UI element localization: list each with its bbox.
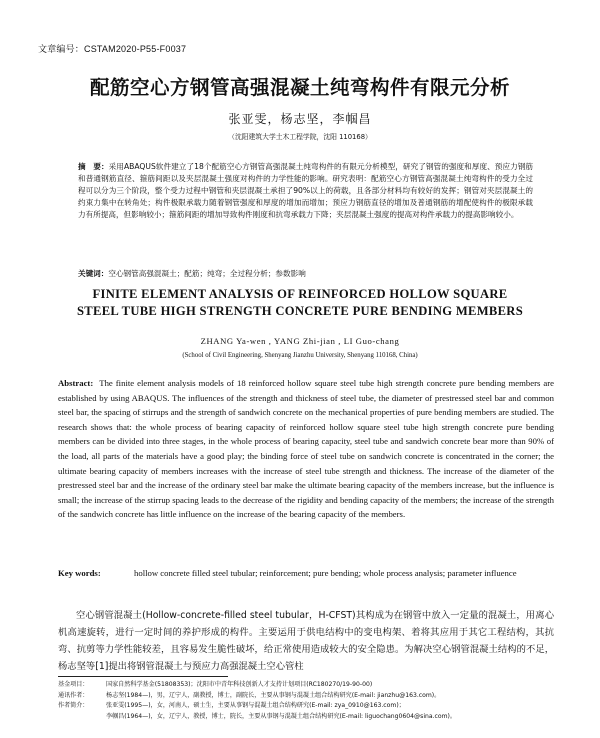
footnotes: [58, 680, 554, 722]
footnote-corresponding-author: [58, 691, 554, 702]
footnote-author-bio-2: [58, 712, 554, 723]
english-title-line-2: STEEL TUBE HIGH STRENGTH CONCRETE PURE BENDING MEMBERS: [77, 304, 523, 318]
chinese-affiliation: （沈阳建筑大学土木工程学院，沈阳 110168）: [228, 133, 372, 141]
chinese-abstract-label: 摘 要：: [78, 162, 109, 171]
english-keywords-label: Key words:: [58, 568, 101, 578]
footnote-label: 作者简介：: [58, 702, 89, 710]
chinese-keywords-label: 关键词：: [78, 269, 109, 278]
english-title: [0, 286, 600, 320]
footnote-label: 基金项目：: [58, 681, 89, 688]
english-keywords-text: hollow concrete filled steel tubular; reinforcement; pure bending; whole process analysis; parameter influence: [134, 568, 517, 578]
footnote-funding: [58, 680, 554, 691]
footnote-divider: [58, 676, 228, 677]
english-title-line-1: FINITE ELEMENT ANALYSIS OF REINFORCED HOLLOW SQUARE: [92, 287, 508, 301]
english-abstract-label: Abstract:: [58, 378, 94, 388]
footnote-text: 杨志坚(1984—)，男，辽宁人，副教授，博士，副院长，主要从事钢与混凝土组合结构研究(E-mail: jianzhu@163.com)。: [106, 691, 441, 699]
footnote-author-bio: [58, 701, 554, 712]
english-keywords: [58, 566, 554, 581]
footnote-text: 国家自然科学基金(51808353)；沈阳市中青年科技创新人才支持计划项目(RC180270/19-90-00): [106, 681, 373, 688]
footnote-label: 通讯作者：: [58, 691, 89, 699]
english-authors: ZHANG Ya-wen , YANG Zhi-jian , LI Guo-chang: [200, 336, 400, 346]
english-abstract: [58, 376, 554, 522]
english-abstract-text: The finite element analysis models of 18 reinforced hollow square steel tube high strength concrete pure bending members are established by using ABAQUS. The influences of the strength and thickness of steel tube, the diameter of prestressed steel bar and common steel bar, the spacing of stirrups and the strength of sandwich concrete on the mechanical properties of pure bending members are studied. The research shows that: the whole process of bearing capacity of reinforced hollow square steel tube high strength concrete pure bending members can be divided into three stages, in the whole process of bearing capacity, steel tube and sandwich concrete bear more than 90% of the load, all parts of the materials have a good play; the binding force of steel tube on sandwich concrete is concentrated in the corner; the ultimate bearing capacity of members increases with the increase of steel tube strength and thickness. The increase of the diameter of the prestressed steel bar and the increase of the ordinary steel bar make the ultimate bearing capacity of the members increase, but the influence is small; the increase of the stirrup spacing leads to the decrease of the rigidity and bending capacity of the members; the increase of the strength of the sandwich concrete has little influence on the increase of the bearing capacity of the members.: [58, 378, 554, 520]
chinese-abstract: [78, 161, 533, 221]
footnote-text: 李帼昌(1964—)，女，辽宁人，教授，博士，院长，主要从事钢与混凝土组合结构研究(E-mail: liguochang0604@sina.com)。: [106, 712, 457, 720]
chinese-abstract-text: 采用ABAQUS软件建立了18个配筋空心方钢管高强混凝土纯弯构件的有限元分析模型，研究了钢管的强度和厚度、预应力钢筋和普通钢筋直径、箍筋间距以及夹层混凝土强度对构件的力学性能的影响。研究表明：配筋空心方钢管高强混凝土纯弯构件的受力全过程可以分为三个阶段，整个受力过程中钢管和夹层混凝土承担了90%以上的荷载，且各部分材料均有较好的发挥；钢管对夹层混凝土的约束力集中在转角处；构件极限承载力随着钢管强度和厚度的增加而增加；预应力钢筋直径的增加及普通钢筋的增配使构件的极限承载力有所提高，但影响较小；箍筋间距的增加导致构件刚度和抗弯承载力下降；夹层混凝土强度的提高对构件承载力的提高影响较小。: [78, 162, 534, 220]
chinese-authors: 张亚雯，杨志坚，李帼昌: [228, 112, 372, 126]
footnote-text: 张亚雯(1995—)，女，河南人，硕士生，主要从事钢与混凝土组合结构研究(E-mail: zya_0910@163.com)；: [106, 702, 405, 710]
chinese-keywords: [78, 268, 533, 279]
body-paragraph: 空心钢管混凝土(Hollow-concrete-filled steel tubular，H-CFST)其构成为在钢管中放入一定量的混凝土，用离心机高速旋转，进行一定时间的养护形成的构件。主要运用于供电结构中的变电构架、着将其应用于其它工程结构，其抗弯、抗剪等力学性能较差，且容易发生脆性破坏，给正常使用造成较大的安全隐患。为解决空心钢管混凝土结构的不足，杨志坚等[1]提出将钢管混凝土与预应力高强混凝土空心管柱: [58, 610, 554, 672]
chinese-keywords-text: 空心钢管高强混凝土；配筋；纯弯；全过程分析；参数影响: [108, 269, 306, 278]
chinese-title: 配筋空心方钢管高强混凝土纯弯构件有限元分析: [89, 76, 510, 99]
article-number: 文章编号：CSTAM2020-P55-F0037: [38, 44, 187, 54]
english-affiliation: (School of Civil Engineering, Shenyang Jianzhu University, Shenyang 110168, China): [182, 352, 418, 359]
